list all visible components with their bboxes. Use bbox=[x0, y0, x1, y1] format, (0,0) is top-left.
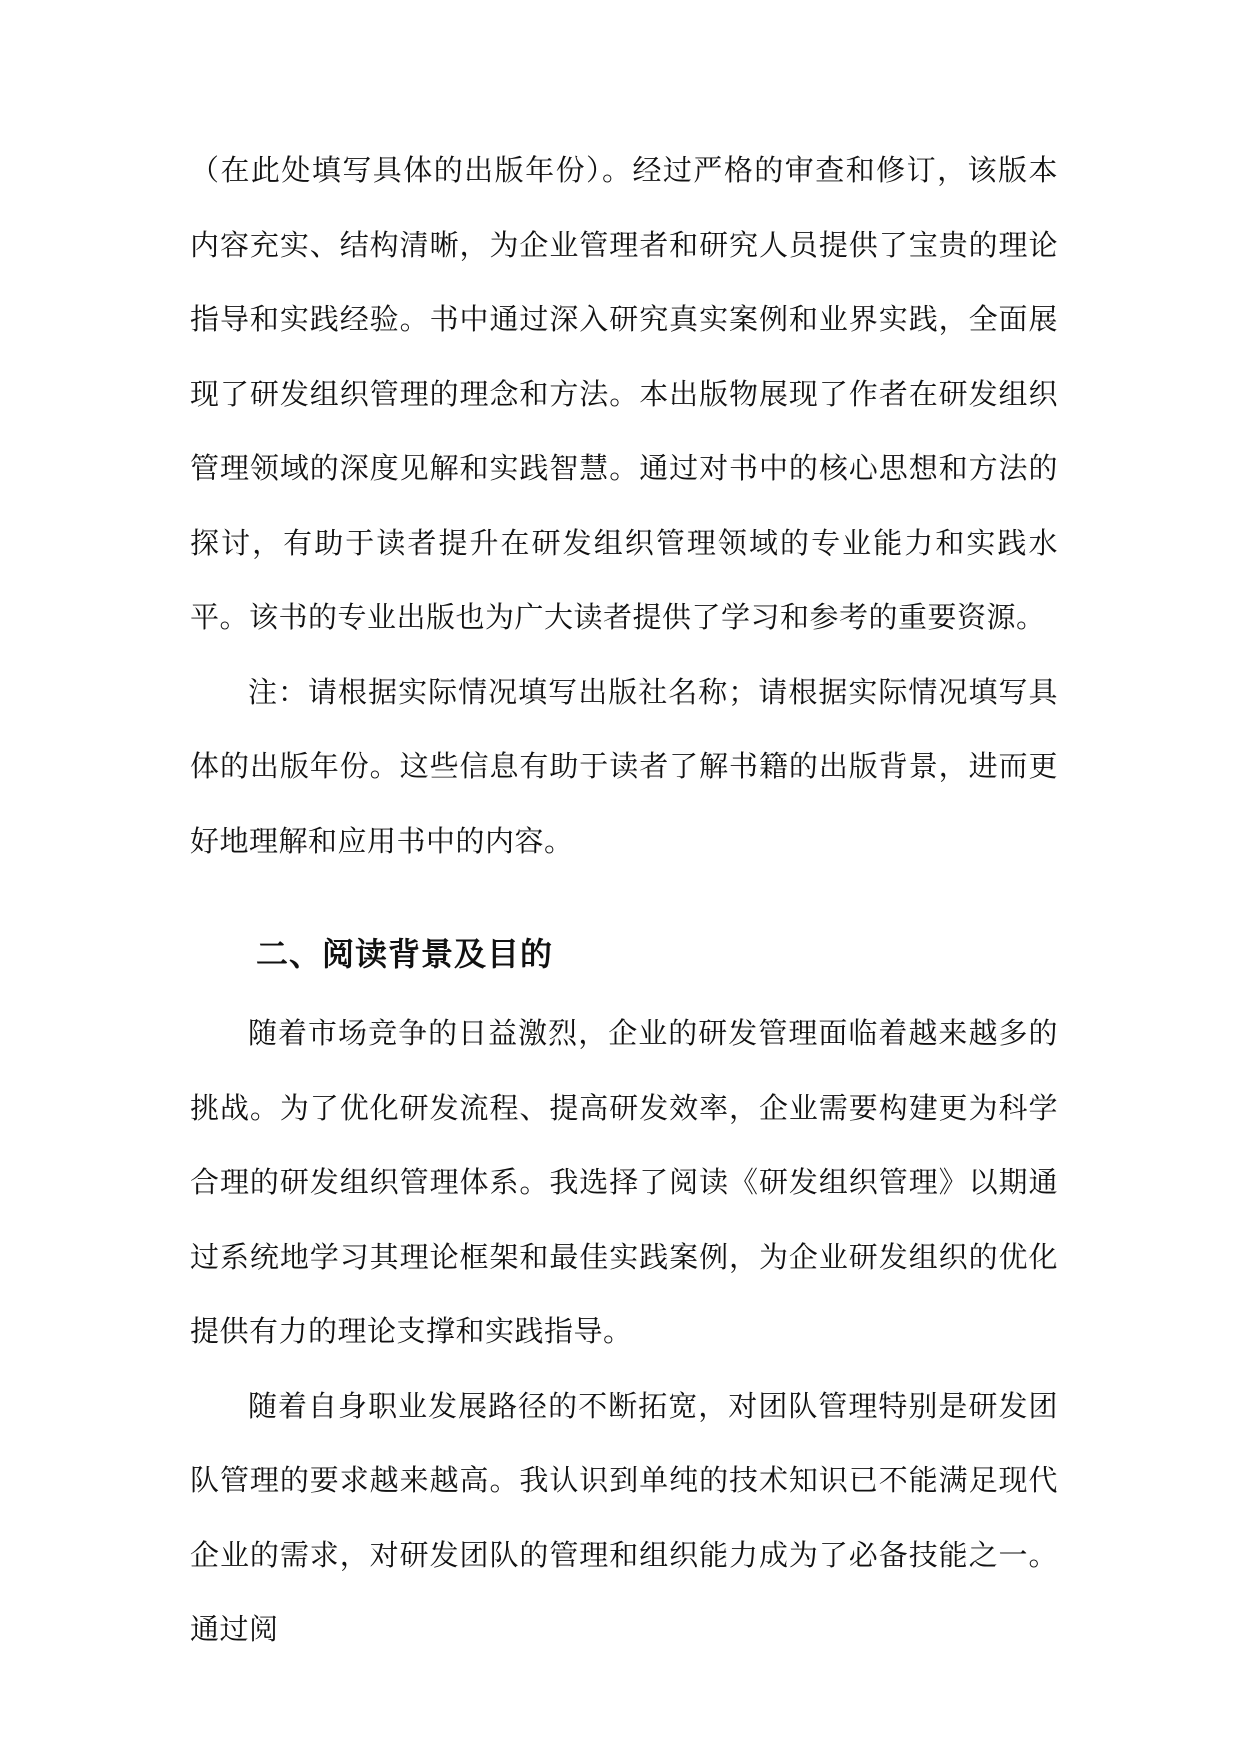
paragraph-career-development: 随着自身职业发展路径的不断拓宽，对团队管理特别是研发团队管理的要求越来越高。我认识到单纯的技术知识已不能满足现代企业的需求，对研发团队的管理和组织能力成为了必备技能之一。通过阅 bbox=[190, 1388, 1058, 1646]
paragraph-note: 注：请根据实际情况填写出版社名称；请根据实际情况填写具体的出版年份。这些信息有助于读者了解书籍的出版背景，进而更好地理解和应用书中的内容。 bbox=[190, 674, 1058, 858]
section-heading: 二、阅读背景及目的 bbox=[256, 935, 554, 973]
document-body bbox=[190, 133, 1058, 1667]
paragraph-publication-details: （在此处填写具体的出版年份）。经过严格的审查和修订，该版本内容充实、结构清晰，为企业管理者和研究人员提供了宝贵的理论指导和实践经验。书中通过深入研究真实案例和业界实践，全面展现了研发组织管理的理念和方法。本出版物展现了作者在研发组织管理领域的深度见解和实践智慧。通过对书中的核心思想和方法的探讨，有助于读者提升在研发组织管理领域的专业能力和实践水平。该书的专业出版也为广大读者提供了学习和参考的重要资源。 bbox=[190, 153, 1058, 634]
paragraph-reading-background: 随着市场竞争的日益激烈，企业的研发管理面临着越来越多的挑战。为了优化研发流程、提高研发效率，企业需要构建更为科学合理的研发组织管理体系。我选择了阅读《研发组织管理》以期通过系统地学习其理论框架和最佳实践案例，为企业研发组织的优化提供有力的理论支撑和实践指导。 bbox=[190, 1016, 1058, 1348]
